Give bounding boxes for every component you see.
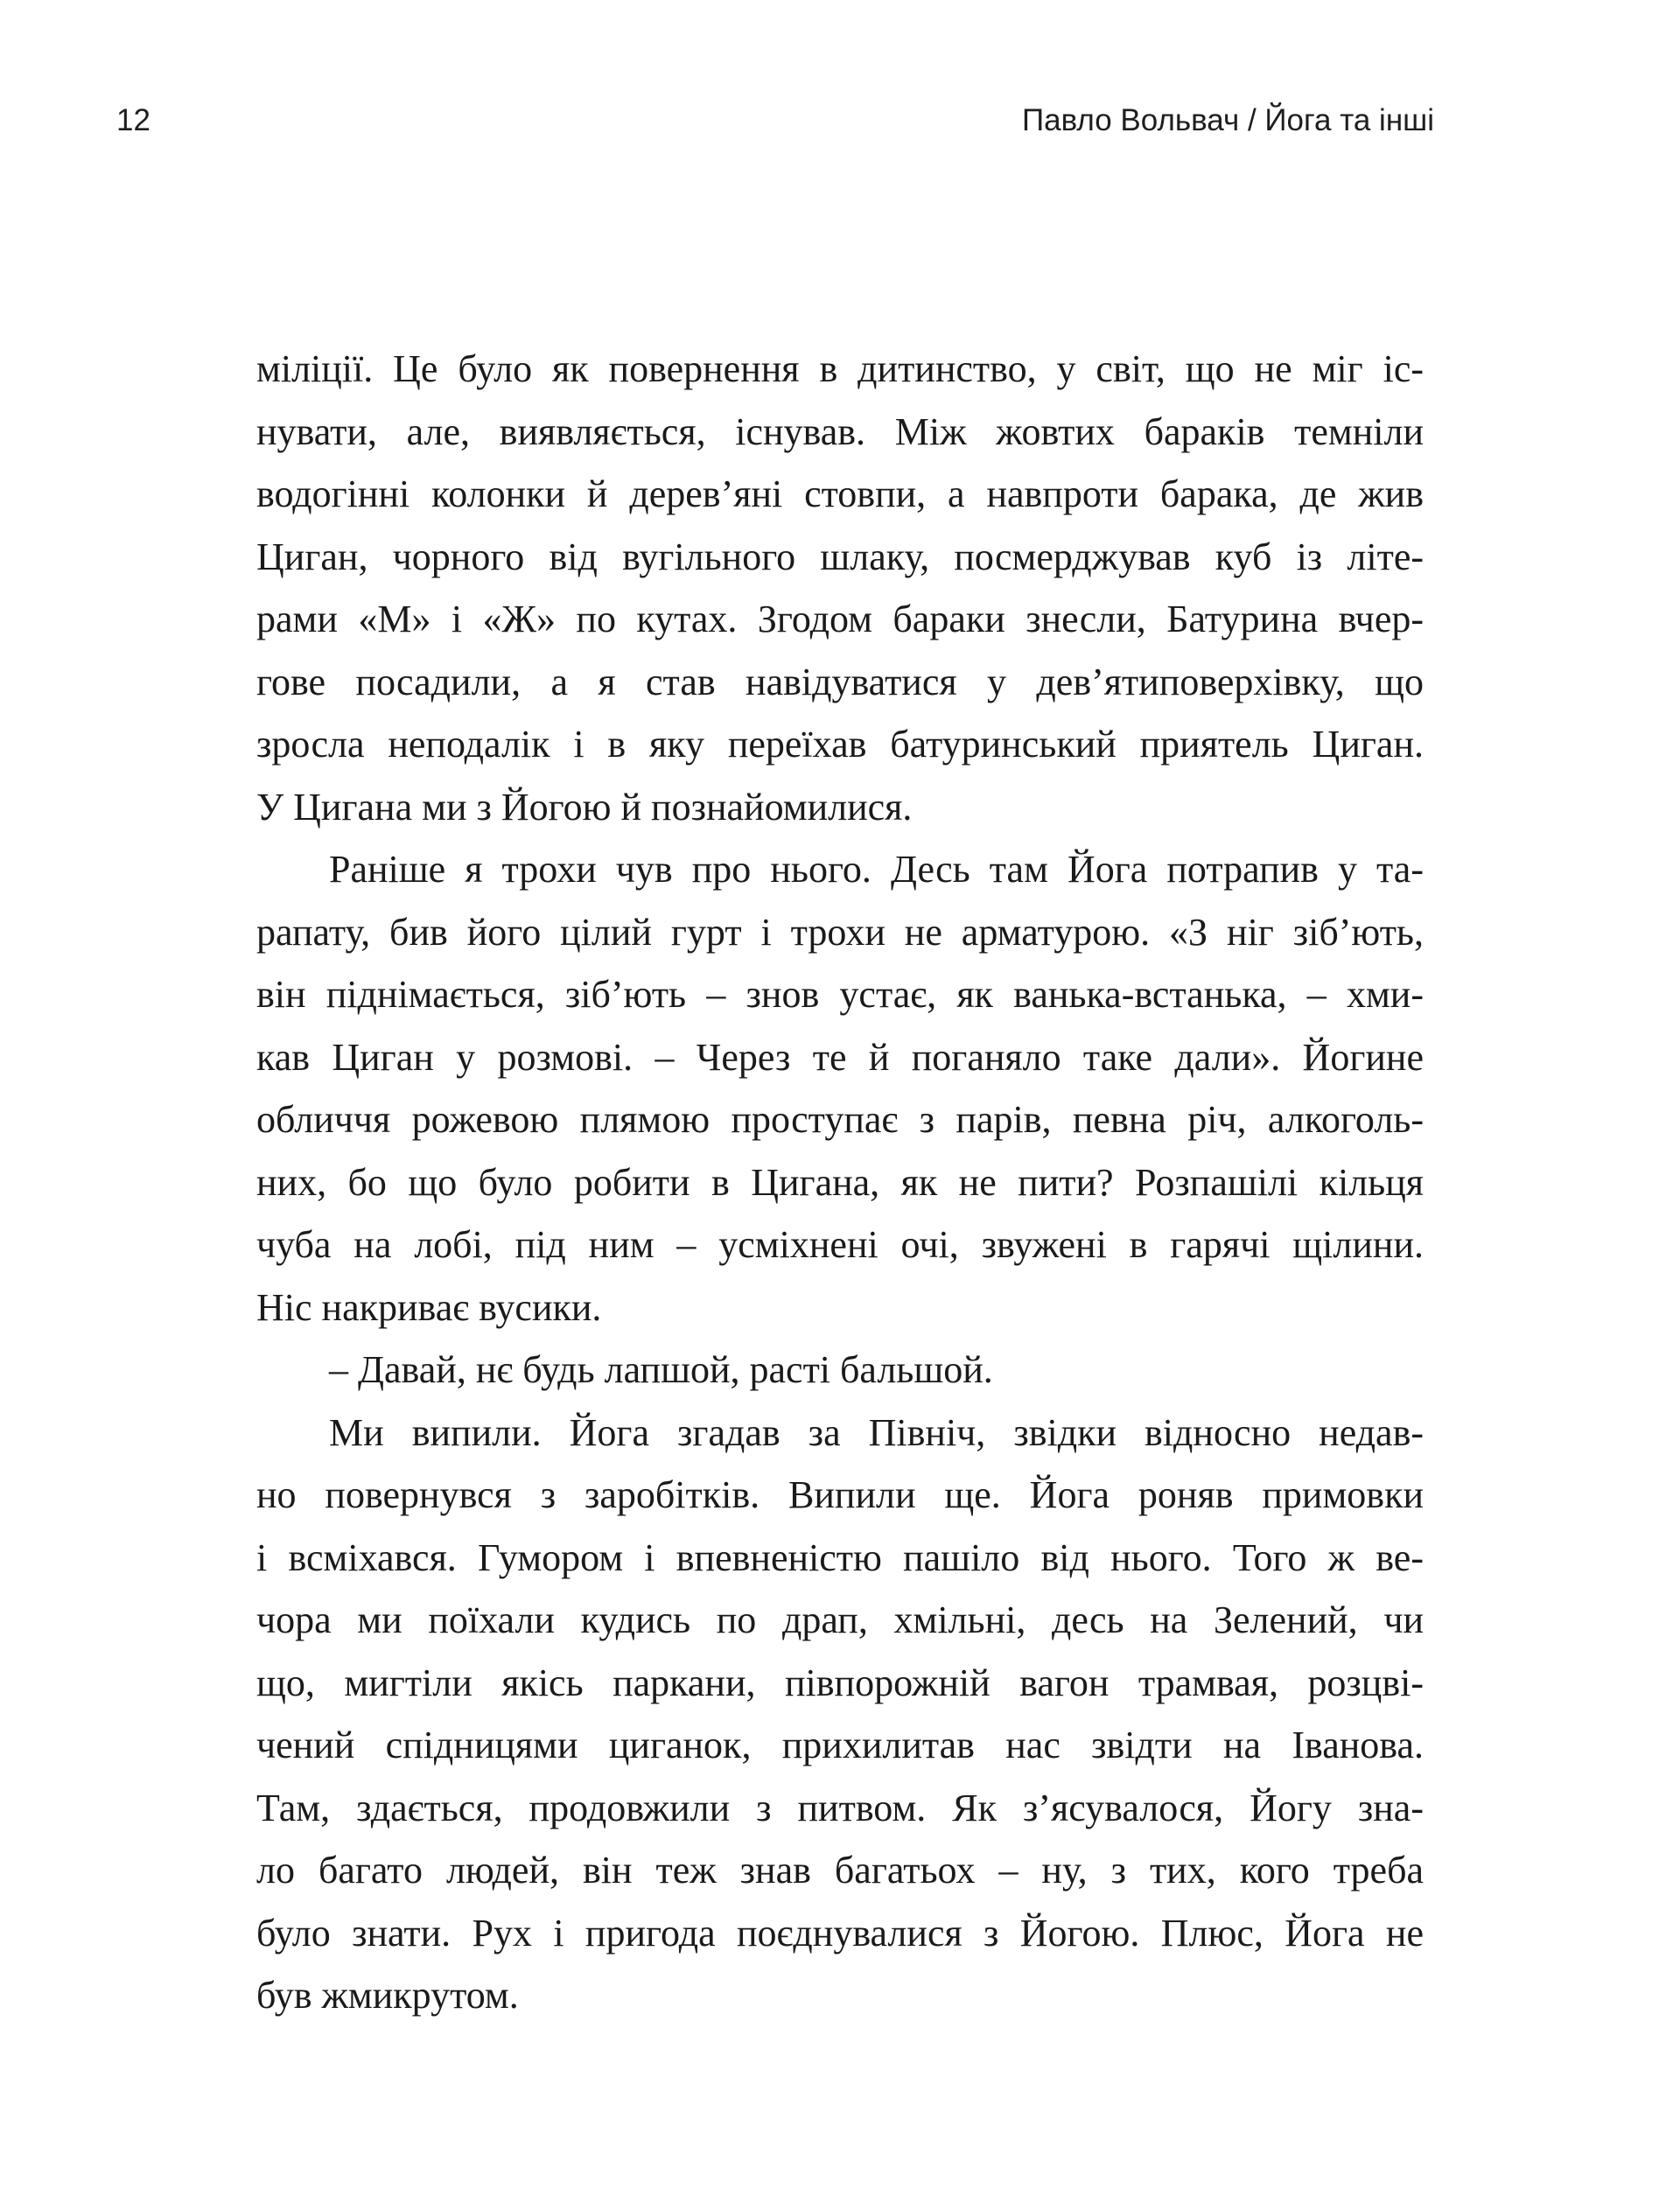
text-line: Там, здається, продовжили з питвом. Як з’ясувалося, Йогу зна- (256, 1786, 1424, 1829)
text-line: Ми випили. Йога згадав за Північ, звідки відносно недав- (329, 1410, 1424, 1454)
text-line: Ніс накриває вусики. (256, 1285, 602, 1329)
text-line: чуба на лобі, під ним – усміхнені очі, звужені в гарячі щілини. (256, 1223, 1424, 1266)
text-line: міліції. Це було як повернення в дитинство, у світ, що не міг іс- (256, 347, 1424, 390)
body-text (256, 338, 1424, 2027)
text-line: – Давай, нє будь лапшой, расті бальшой. (329, 1348, 993, 1391)
text-line: гове посадили, а я став навідуватися у дев’ятиповерхівку, що (256, 660, 1424, 703)
text-line: що, мигтіли якісь паркани, півпорожній вагон трамвая, розцві- (256, 1661, 1424, 1704)
text-line: і всміхався. Гумором і впевненістю пашіло від нього. Того ж ве- (256, 1535, 1424, 1579)
page-header (0, 103, 1680, 156)
page-number: 12 (116, 103, 150, 137)
text-line: був жмикрутом. (256, 1974, 519, 2017)
text-line: було знати. Рух і пригода поєднувалися з Йогою. Плюс, Йога не (256, 1911, 1424, 1955)
text-line: рами «М» і «Ж» по кутах. Згодом бараки знесли, Батурина вчер- (256, 598, 1424, 640)
text-line: У Цигана ми з Йогою й познайомилися. (256, 785, 913, 829)
text-line: обличчя рожевою плямою проступає з парів, певна річ, алкоголь- (256, 1098, 1424, 1141)
text-line: но повернувся з заробітків. Випили ще. Йога роняв примовки (256, 1473, 1424, 1516)
text-line: Раніше я трохи чув про нього. Десь там Йога потрапив у та- (329, 848, 1424, 891)
text-line: ло багато людей, він теж знав багатьох – ну, з тих, кого треба (256, 1849, 1424, 1892)
text-line: нувати, але, виявляється, існував. Між жовтих бараків темніли (256, 409, 1424, 453)
text-line: рапату, бив його цілий гурт і трохи не арматурою. «З ніг зіб’ють, (256, 910, 1424, 954)
text-line: зросла неподалік і в яку переїхав батуринський приятель Циган. (256, 723, 1424, 766)
text-line: він піднімається, зіб’ють – знов устає, як ванька-встанька, – хми- (256, 973, 1424, 1016)
text-line: водогінні колонки й дерев’яні стовпи, а навпроти барака, де жив (256, 472, 1424, 515)
text-line: чора ми поїхали кудись по драп, хмільні, десь на Зелений, чи (256, 1598, 1424, 1641)
text-line: них, бо що було робити в Цигана, як не пити? Розпашілі кільця (256, 1160, 1424, 1204)
text-line: чений спідницями циганок, прихилитав нас звідти на Іванова. (256, 1724, 1424, 1766)
running-head: Павло Вольвач / Йога та інші (1021, 103, 1434, 137)
text-line: Циган, чорного від вугільного шлаку, посмерджував куб із літе- (256, 535, 1424, 578)
text-line: кав Циган у розмові. – Через те й поганяло таке дали». Йогине (256, 1035, 1424, 1079)
